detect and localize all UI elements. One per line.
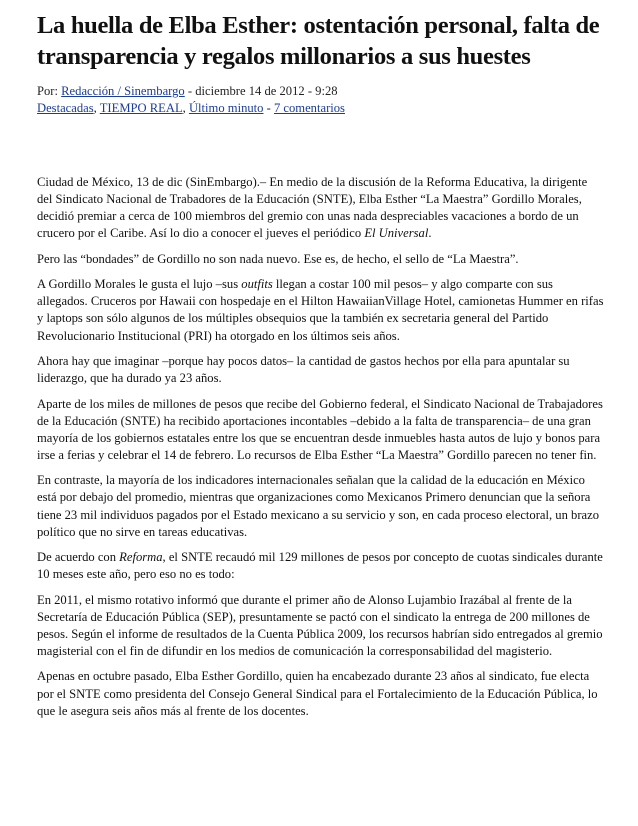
newspaper-name: Reforma: [119, 550, 163, 565]
category-link-destacadas[interactable]: Destacadas: [37, 101, 94, 115]
paragraph-text: llegan a costar 100 mil pesos– y algo comparte con sus allegados. Cruceros por Hawaii con hospedaje en el Hilton HawaiianVillage Hotel, camionetas Hummer en rifas y laptops son sólo algunos de los múltiples obsequios que la también ex secretaria general del Partido Revolucionario Institucional (PRI) ha otorgado en los últimos seis años.: [37, 277, 604, 343]
comments-link[interactable]: 7 comentarios: [273, 101, 345, 115]
byline-line-2: [37, 100, 617, 117]
newspaper-name: El Universal: [364, 226, 429, 241]
paragraph-text: De acuerdo con: [37, 550, 120, 565]
paragraph-6: En contraste, la mayoría de los indicadores internacionales señalan que la calidad de la educación en México está por debajo del promedio, mientras que organizaciones como Mexicanos Primero denuncian que la señora tiene 23 mil individuos pagados por el Estado mexicano a su servicio y son, en cada proceso electoral, un brazo político que no sirve en tareas educativas.: [37, 473, 600, 539]
paragraph-3: [37, 276, 605, 344]
paragraph-8: En 2011, el mismo rotativo informó que durante el primer año de Alonso Lujambio Irazábal al frente de la Secretaría de Educación Pública (SEP), presuntamente se pactó con el sindicato la entrega de 200 millones de pesos. Según el informe de resultados de la Cuenta Pública 2009, los recursos habrían sido entregados al gremio magisterial con el fin de difundir en los medios de comunicación la corresponsabilidad del magisterio.: [37, 592, 603, 658]
paragraph-text: .: [428, 226, 432, 241]
author-link[interactable]: Redacción / Sinembargo: [61, 84, 185, 98]
post-date: - diciembre 14 de 2012 - 9:28: [184, 84, 338, 98]
category-link-tiempo-real[interactable]: TIEMPO REAL: [99, 101, 183, 115]
paragraph-7: [37, 549, 605, 583]
article-title: La huella de Elba Esther: ostentación personal, falta de transparencia y regalos millonarios a sus huestes: [37, 12, 600, 70]
paragraph-9: Apenas en octubre pasado, Elba Esther Gordillo, quien ha encabezado durante 23 años al sindicato, fue electa por el SNTE como presidenta del Consejo General Sindical para el Fortalecimiento de la Educación Pública, lo que le asegura seis años más al frente de los docentes.: [37, 669, 598, 718]
category-separator: ,: [182, 101, 189, 115]
byline-dash: -: [263, 101, 274, 115]
category-separator: ,: [93, 101, 100, 115]
paragraph-text: A Gordillo Morales le gusta el lujo –sus: [37, 277, 242, 292]
paragraph-1: [37, 174, 605, 242]
by-label: Por:: [37, 84, 62, 98]
paragraph-text: , el SNTE recaudó mil 129 millones de pesos por concepto de cuotas sindicales durante 10 meses este año, pero eso no es todo:: [37, 550, 603, 582]
category-link-ultimo-minuto[interactable]: Último minuto: [188, 101, 264, 115]
paragraph-5: Aparte de los miles de millones de pesos que recibe del Gobierno federal, el Sindicato Nacional de Trabajadores de la Educación (SNTE) ha recibido aportaciones incontables –debido a la falta de transparencia– de una gran mayoría de los gobiernos estatales entre los que se encuentran desde inmuebles hasta autos de lujo y bonos para irse a ferias y celebrar el 14 de febrero. Lo recursos de Elba Esther “La Maestra” Gordillo parecen no tener fin.: [37, 396, 603, 462]
paragraph-4: Ahora hay que imaginar –porque hay pocos datos– la cantidad de gastos hechos por ella para apuntalar su liderazgo, que ha durado ya 23 años.: [37, 354, 570, 386]
article-byline: [37, 83, 617, 117]
byline-line-1: [37, 83, 617, 100]
emphasis-outfits: outfits: [241, 277, 273, 292]
article-body: [37, 174, 605, 728]
paragraph-text: Ciudad de México, 13 de dic (SinEmbargo).– En medio de la discusión de la Reforma Educativa, la dirigente del Sindicato Nacional de Trabadores de la Educación (SNTE), Elba Esther “La Maestra” Gordillo Morales, decidió premiar a cerca de 100 miembros del gremio con unas nada despreciables vacaciones a bordo de un crucero por el Caribe. Así lo dio a conocer el jueves el periódico: [37, 175, 588, 241]
paragraph-2: Pero las “bondades” de Gordillo no son nada nuevo. Ese es, de hecho, el sello de “La Maestra”.: [37, 251, 519, 266]
